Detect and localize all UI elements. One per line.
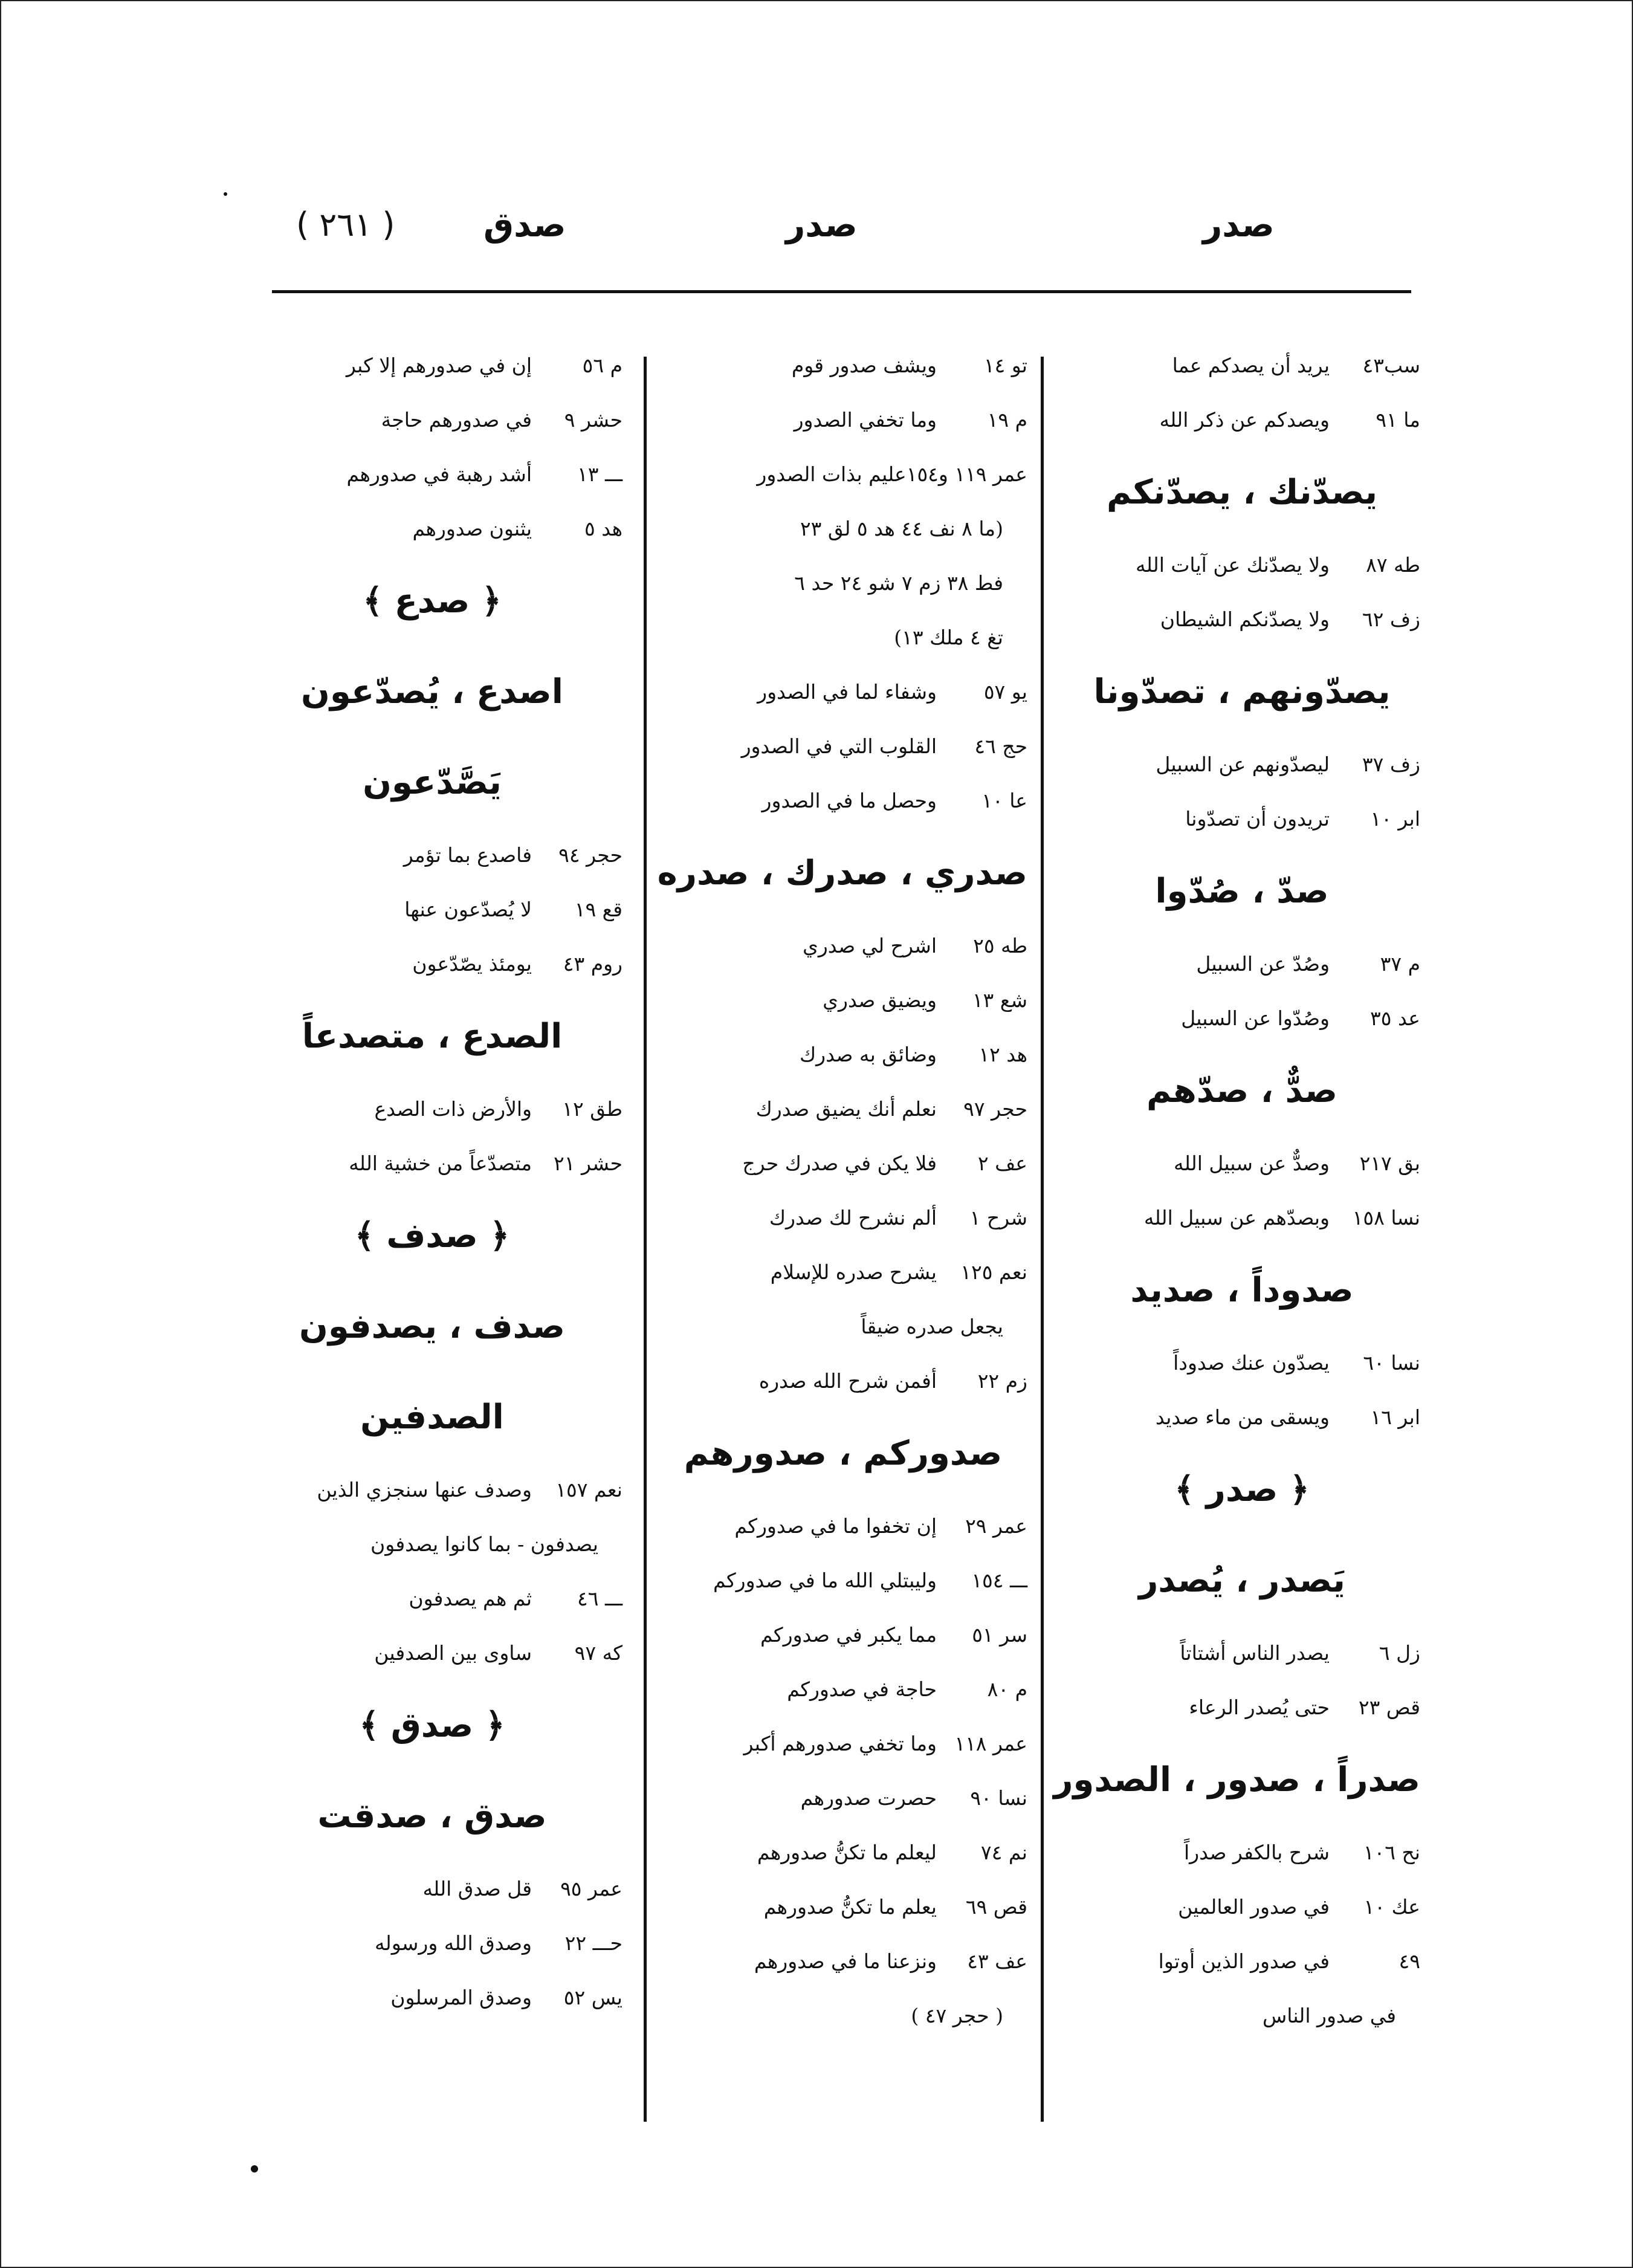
index-entry [659,1771,1027,1826]
index-entry [242,1862,622,1916]
verse-text: ولا يصدّنك عن آيات الله [1136,553,1330,577]
verse-reference: شرح ١ [969,1206,1027,1230]
index-entry [659,1880,1027,1934]
verse-text: ويسقى من ماء صديد [1155,1405,1330,1429]
word-heading: الصدفين [360,1398,504,1437]
verse-reference: عد ٣٥ [1370,1006,1420,1030]
word-heading: صدوركم ، صدورهم [684,1434,1003,1473]
verse-text: في صدور الذين أوتوا [1158,1949,1330,1973]
index-entry-continuation: فط ٣٨ زم ٧ شو ٢٤ حد ٦ [794,571,1003,595]
index-entry [242,502,622,556]
index-entry [659,1934,1027,1989]
verse-reference: روم ٤٣ [563,952,622,976]
word-heading: صدٌّ ، صدّهم [1146,1071,1337,1110]
index-entry [242,339,622,393]
verse-text: ألم نشرح لك صدرك [769,1206,937,1230]
root-heading: ﴿ صدف ﴾ [354,1216,510,1256]
verse-reference: حشر ٢١ [554,1152,622,1175]
verse-text: ويضيق صدري [823,988,937,1012]
index-entry [659,1136,1027,1191]
verse-reference: حج ٤٦ [974,734,1027,758]
verse-reference: ـــ ١٣ [577,462,622,486]
verse-text: ليصدّونهم عن السبيل [1156,753,1330,776]
verse-reference: نح ١٠٦ [1363,1841,1420,1864]
verse-text: وصُدّ عن السبيل [1196,952,1330,976]
index-entry-continuation: تغ ٤ ملك ١٣) [894,626,1003,649]
verse-text: والأرض ذات الصدع [374,1097,532,1121]
index-entry [242,883,622,937]
word-heading: يَصدر ، يُصدر [1139,1561,1345,1600]
verse-reference: نعم ١٢٥ [960,1260,1027,1284]
verse-text: ثم هم يصدفون [409,1587,532,1610]
verse-reference: بق ٢١٧ [1359,1152,1420,1175]
index-entry-continuation: يجعل صدره ضيقاً [861,1315,1003,1338]
verse-reference: م ٣٧ [1380,952,1420,976]
verse-text: عليم بذات الصدور [757,462,907,486]
index-entry [242,1136,622,1191]
page-number: ( ٢٦١ ) [296,206,395,244]
verse-reference: نسا ٦٠ [1363,1351,1420,1375]
verse-reference: قص ٦٩ [965,1895,1027,1919]
index-entry [242,937,622,991]
index-entry [242,1463,622,1517]
verse-reference: حجر ٩٧ [963,1097,1027,1121]
index-entry [1064,937,1420,991]
index-entry [242,393,622,447]
verse-text: فاصدع بما تؤمر [403,843,532,867]
verse-reference: طه ٢٥ [973,934,1027,957]
index-entry [1064,1136,1420,1191]
verse-reference: ـــ ١٥٤ [971,1569,1027,1592]
header-rule [272,290,1411,293]
column-right [1053,339,1420,2043]
stray-dot [224,192,227,196]
verse-text: وما تخفي الصدور [794,408,937,432]
verse-reference: عا ١٠ [981,789,1027,812]
verse-text: وصدف عنها سنجزي الذين [317,1478,532,1502]
verse-text: اشرح لي صدري [803,934,937,957]
header-left-word: صدق [483,206,566,245]
verse-text: وصدق الله ورسوله [374,1931,532,1955]
word-heading: صدراً ، صدور ، الصدور [1053,1760,1420,1800]
stray-dot [251,2165,258,2172]
verse-text: وحصل ما في الصدور [762,789,937,812]
verse-text: يومئذ يصّدّعون [412,952,532,976]
verse-text: يصدر الناس أشتاتاً [1180,1641,1330,1665]
index-entry [1064,538,1420,592]
verse-reference: سب٤٣ [1362,354,1420,377]
index-entry [659,719,1027,774]
verse-text: ولا يصدّنكم الشيطان [1160,608,1330,631]
index-entry [242,1082,622,1136]
verse-text: يعلم ما تكنُّ صدورهم [763,1895,937,1919]
root-heading: ﴿ صدع ﴾ [363,582,502,621]
verse-reference: نعم ١٥٧ [555,1478,622,1502]
verse-text: ونزعنا ما في صدورهم [754,1949,937,1973]
verse-reference: زف ٣٧ [1362,753,1420,776]
index-entry [659,1191,1027,1245]
word-heading: صدق ، صدقت [317,1797,547,1836]
verse-reference: ٤٩ [1399,1949,1420,1973]
index-entry [1064,1336,1420,1390]
index-entry [1064,737,1420,792]
index-entry [1064,339,1420,393]
index-entry [242,828,622,883]
word-heading: يصدّنك ، يصدّنكم [1106,473,1378,512]
verse-reference: يس ٥٢ [563,1986,622,2009]
verse-text: وما تخفي صدورهم أكبر [743,1732,937,1755]
column-middle [659,339,1027,2043]
index-entry [1064,1826,1420,1880]
root-heading: ﴿ صدر ﴾ [1174,1470,1310,1509]
column-rule-left [644,357,647,2122]
verse-reference: حشر ٩ [564,408,622,432]
verse-text: القلوب التي في الصدور [741,734,937,758]
index-entry-continuation: ( حجر ٤٧ ) [911,2004,1003,2027]
verse-text: ويصدكم عن ذكر الله [1159,408,1330,432]
index-entry [1064,592,1420,647]
word-heading: اصدع ، يُصدّعون [301,672,563,711]
verse-reference: طه ٨٧ [1366,553,1420,577]
root-heading: ﴿ صدق ﴾ [359,1706,505,1745]
verse-reference: زم ٢٢ [977,1369,1027,1393]
verse-reference: م ٨٠ [987,1677,1027,1701]
verse-reference: شع ١٣ [972,988,1027,1012]
index-entry [242,1916,622,1971]
verse-reference: حـــ ٢٢ [564,1931,622,1955]
verse-text: ساوى بين الصدفين [374,1641,532,1665]
verse-reference: عمر ١١٩ و١٥٤ [906,462,1027,486]
verse-text: تريدون أن تصدّونا [1185,807,1330,831]
verse-text: أشد رهبة في صدورهم [346,462,532,486]
verse-text: وصُدّوا عن السبيل [1181,1006,1330,1030]
index-entry [659,1826,1027,1880]
verse-reference: م ٥٦ [582,354,622,377]
index-entry [242,1572,622,1626]
index-entry-continuation: في صدور الناس [1263,2004,1396,2027]
word-heading: يصدّونهم ، تصدّونا [1093,672,1391,711]
index-entry [659,973,1027,1028]
word-heading: صدف ، يصدفون [299,1307,565,1346]
index-entry [659,1082,1027,1136]
index-entry [1064,1880,1420,1934]
verse-text: وصدٌّ عن سبيل الله [1174,1152,1330,1175]
verse-reference: هد ١٢ [978,1043,1027,1066]
verse-reference: كه ٩٧ [574,1641,622,1665]
verse-reference: م ١٩ [987,408,1027,432]
verse-text: يشرح صدره للإسلام [770,1260,937,1284]
verse-reference: عمر ٩٥ [560,1877,622,1900]
verse-text: مما يكبر في صدوركم [760,1623,937,1647]
verse-reference: عف ٢ [977,1152,1027,1175]
verse-reference: ما ٩١ [1376,408,1420,432]
verse-reference: عك ١٠ [1363,1895,1420,1919]
index-entry [242,1971,622,2025]
verse-text: وليبتلي الله ما في صدوركم [713,1569,937,1592]
verse-reference: عمر ٢٩ [965,1514,1027,1538]
index-entry [659,1662,1027,1717]
verse-text: في صدورهم حاجة [381,408,532,432]
verse-text: حتى يُصدر الرعاء [1189,1696,1330,1719]
index-entry [1064,1626,1420,1680]
index-entry [659,393,1027,447]
verse-reference: نسا ٩٠ [970,1786,1027,1810]
verse-text: إن في صدورهم إلا كبر [346,354,532,377]
word-heading: صدّ ، صُدّوا [1155,872,1329,911]
verse-text: وصدق المرسلون [390,1986,532,2009]
index-entry [1064,1390,1420,1445]
verse-reference: زف ٦٢ [1362,608,1420,631]
verse-reference: ابر ١٦ [1370,1405,1420,1429]
verse-text: شرح بالكفر صدراً [1183,1841,1330,1864]
index-entry [659,447,1027,502]
index-entry [1064,792,1420,846]
index-entry [659,339,1027,393]
index-entry [659,774,1027,828]
verse-text: إن تخفوا ما في صدوركم [734,1514,937,1538]
word-heading: الصدع ، متصدعاً [302,1017,563,1056]
verse-reference: زل ٦ [1379,1641,1420,1665]
index-entry [659,1245,1027,1300]
verse-reference: عف ٤٣ [967,1949,1027,1973]
index-entry [1064,1191,1420,1245]
verse-text: يريد أن يصدكم عما [1172,354,1330,377]
verse-text: متصدّعاً من خشية الله [349,1152,532,1175]
verse-text: وبصدّهم عن سبيل الله [1143,1206,1330,1230]
verse-text: نعلم أنك يضيق صدرك [755,1097,937,1121]
index-entry [242,1626,622,1680]
word-heading: صدري ، صدرك ، صدره [657,854,1027,893]
index-entry [242,447,622,502]
verse-text: وشفاء لما في الصدور [757,680,937,704]
index-entry [1064,1680,1420,1735]
verse-reference: نم ٧٤ [980,1841,1027,1864]
verse-reference: ابر ١٠ [1370,807,1420,831]
index-entry [659,1354,1027,1408]
verse-text: حصرت صدورهم [800,1786,937,1810]
verse-text: في صدور العالمين [1178,1895,1330,1919]
index-entry [659,1608,1027,1662]
index-entry [1064,991,1420,1046]
index-entry [659,1499,1027,1554]
index-entry [659,665,1027,719]
verse-reference: سر ٥١ [972,1623,1027,1647]
verse-reference: قع ١٩ [574,898,622,921]
verse-text: يصدّون عنك صدوداً [1173,1351,1330,1375]
verse-reference: طق ١٢ [562,1097,622,1121]
verse-text: قل صدق الله [422,1877,532,1900]
verse-reference: ـــ ٤٦ [577,1587,622,1610]
verse-reference: تو ١٤ [983,354,1027,377]
verse-reference: هد ٥ [584,517,622,540]
header-right-word: صدر [1203,206,1275,245]
index-entry [659,1554,1027,1608]
index-entry [659,1717,1027,1771]
word-heading: صدوداً ، صديد [1130,1271,1354,1310]
index-entry-continuation: يصدفون - بما كانوا يصدفون [370,1532,598,1556]
word-heading: يَصَّدّعون [363,763,502,802]
verse-text: ويشف صدور قوم [791,354,937,377]
verse-reference: حجر ٩٤ [558,843,622,867]
verse-text: حاجة في صدوركم [787,1677,937,1701]
index-entry [1064,1934,1420,1989]
header-center-word: صدر [786,206,858,245]
verse-reference: عمر ١١٨ [954,1732,1027,1755]
verse-text: أفمن شرح الله صدره [758,1369,937,1393]
verse-text: يثنون صدورهم [412,517,532,540]
verse-text: لا يُصدّعون عنها [404,898,532,921]
column-rule-right [1041,357,1044,2122]
verse-reference: قص ٢٣ [1358,1696,1420,1719]
verse-text: فلا يكن في صدرك حرج [742,1152,937,1175]
index-entry-continuation: (ما ٨ نف ٤٤ هد ٥ لق ٢٣ [800,517,1003,540]
verse-text: ليعلم ما تكنُّ صدورهم [757,1841,937,1864]
column-left [242,339,622,2025]
index-entry [659,1028,1027,1082]
verse-reference: يو ٥٧ [983,680,1027,704]
verse-reference: نسا ١٥٨ [1352,1206,1420,1230]
index-entry [659,919,1027,973]
index-entry [1064,393,1420,447]
verse-text: وضائق به صدرك [799,1043,937,1066]
